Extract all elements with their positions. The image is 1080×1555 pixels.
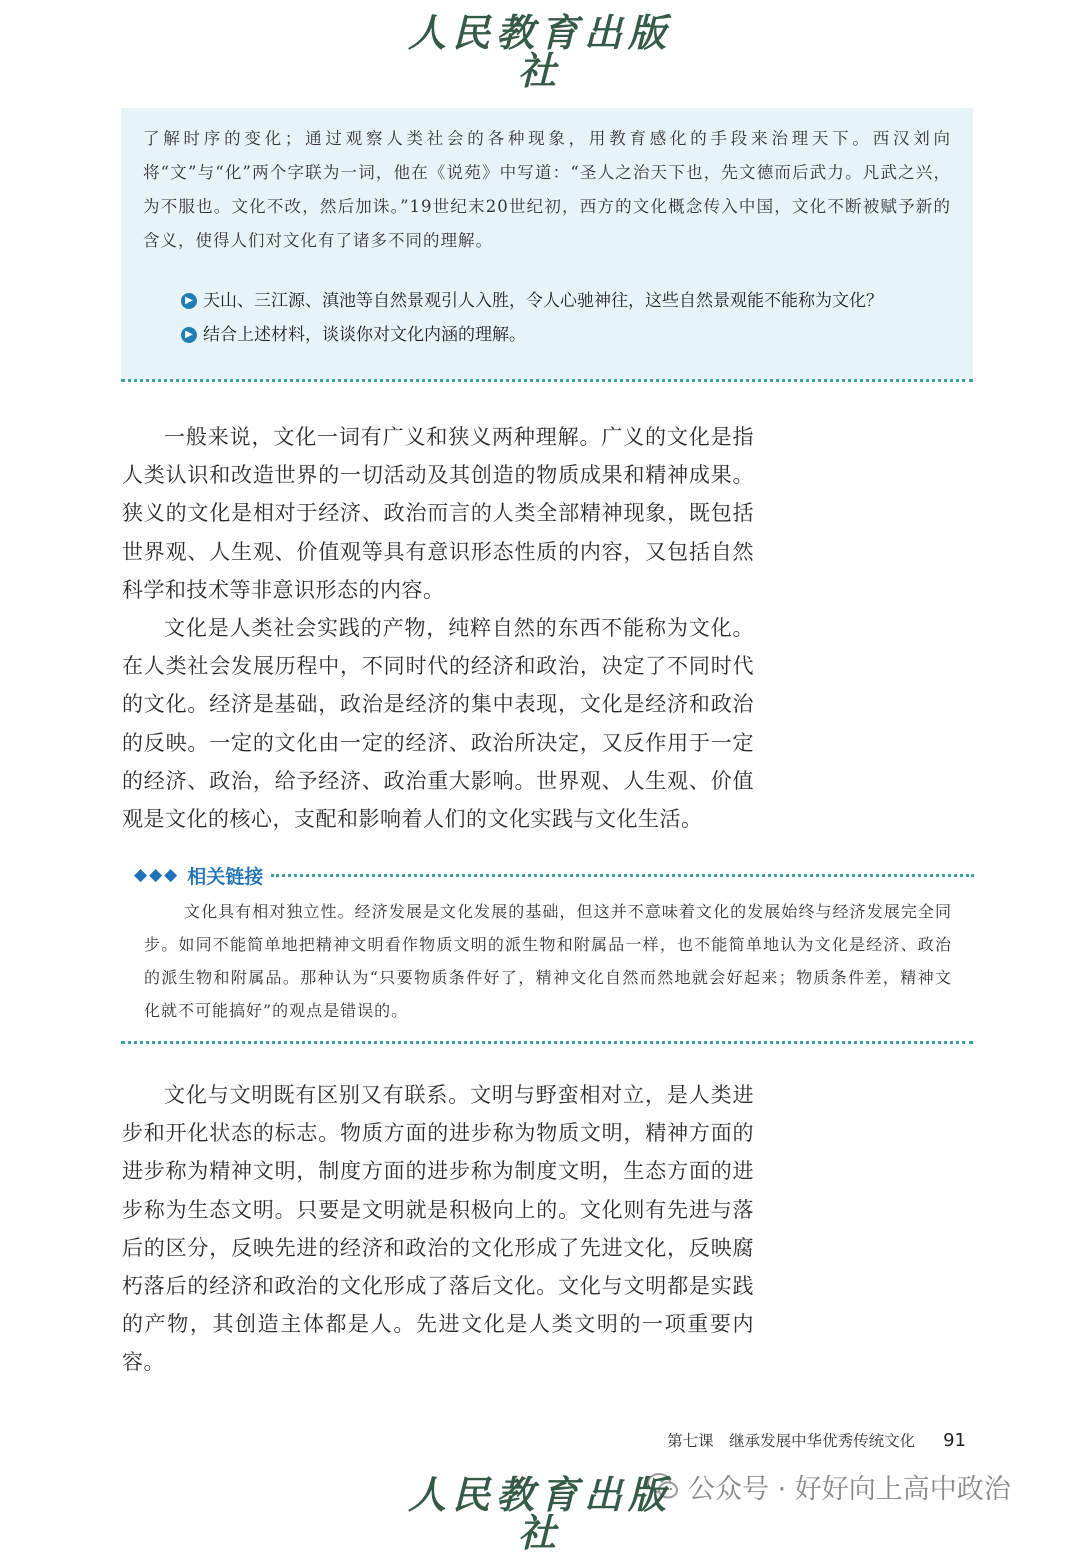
question-item [181, 284, 951, 318]
related-link-dotted-rule [271, 874, 974, 877]
activity-box [121, 108, 973, 380]
question-list [143, 284, 951, 352]
related-link-header [134, 860, 974, 890]
activity-text: 了解时序的变化；通过观察人类社会的各种现象，用教育感化的手段来治理天下。西汉刘向将“文”与“化”两个字联为一词，他在《说苑》中写道：“圣人之治天下也，先文德而后武力。凡武之兴，为不服也。文化不改，然后加诛。”19世纪末20世纪初，西方的文化概念传入中国，文化不断被赋予新的含义，使得人们对文化有了诸多不同的理解。 [143, 129, 951, 250]
page-footer [620, 1428, 966, 1452]
page-number: 91 [943, 1429, 966, 1451]
body-section-1 [122, 418, 754, 838]
arrow-bullet-icon: ▶ [181, 293, 197, 309]
body-paragraph: 文化与文明既有区别又有联系。文明与野蛮相对立，是人类进步和开化状态的标志。物质方面的进步称为物质文明，精神方面的进步称为精神文明，制度方面的进步称为制度文明，生态方面的进步称为生态文明。只要是文明就是积极向上的。文化则有先进与落后的区分，反映先进的经济和政治的文化形成了先进文化，反映腐朽落后的经济和政治的文化形成了落后文化。文化与文明都是实践的产物，其创造主体都是人。先进文化是人类文明的一项重要内容。 [122, 1083, 754, 1375]
arrow-bullet-icon: ▶ [181, 327, 197, 343]
wechat-watermark [646, 1466, 1011, 1506]
body-section-2 [122, 1076, 754, 1382]
question-text: 天山、三江源、滇池等自然景观引人入胜，令人心驰神往，这些自然景观能不能称为文化？ [203, 291, 883, 311]
related-link-text: 文化具有相对独立性。经济发展是文化发展的基础，但这并不意味着文化的发展始终与经济发展完全同步。如同不能简单地把精神文明看作物质文明的派生物和附属品一样，也不能简单地认为文化是经济、政治的派生物和附属品。那种认为“只要物质条件好了，精神文化自然而然地就会好起来；物质条件差，精神文化就不可能搞好”的观点是错误的。 [144, 902, 952, 1020]
related-link-title: 相关链接 [187, 865, 264, 888]
related-link-bottom-divider [121, 1041, 973, 1044]
watermark-text: 公众号 · 好好向上高中政治 [688, 1473, 1011, 1505]
activity-bottom-divider [121, 379, 973, 382]
body-paragraph: 一般来说，文化一词有广义和狭义两种理解。广义的文化是指人类认识和改造世界的一切活动及其创造的物质成果和精神成果。狭义的文化是相对于经济、政治而言的人类全部精神现象，既包括世界观、人生观、价值观等具有意识形态性质的内容，又包括自然科学和技术等非意识形态的内容。 [122, 425, 754, 602]
question-text: 结合上述材料，谈谈你对文化内涵的理解。 [203, 325, 526, 345]
diamond-bullets-icon: ◆◆◆ [134, 865, 180, 885]
chapter-title: 第七课 继承发展中华优秀传统文化 [667, 1432, 916, 1450]
body-paragraph: 文化是人类社会实践的产物，纯粹自然的东西不能称为文化。在人类社会发展历程中，不同时代的经济和政治，决定了不同时代的文化。经济是基础，政治是经济的集中表现，文化是经济和政治的反映。一定的文化由一定的经济、政治所决定，又反作用于一定的经济、政治，给予经济、政治重大影响。世界观、人生观、价值观是文化的核心，支配和影响着人们的文化实践与文化生活。 [122, 616, 754, 832]
question-item [181, 318, 951, 352]
publisher-logo-bottom: 人民教育出版社 [407, 1472, 672, 1555]
publisher-logo-top: 人民教育出版社 [407, 10, 672, 93]
